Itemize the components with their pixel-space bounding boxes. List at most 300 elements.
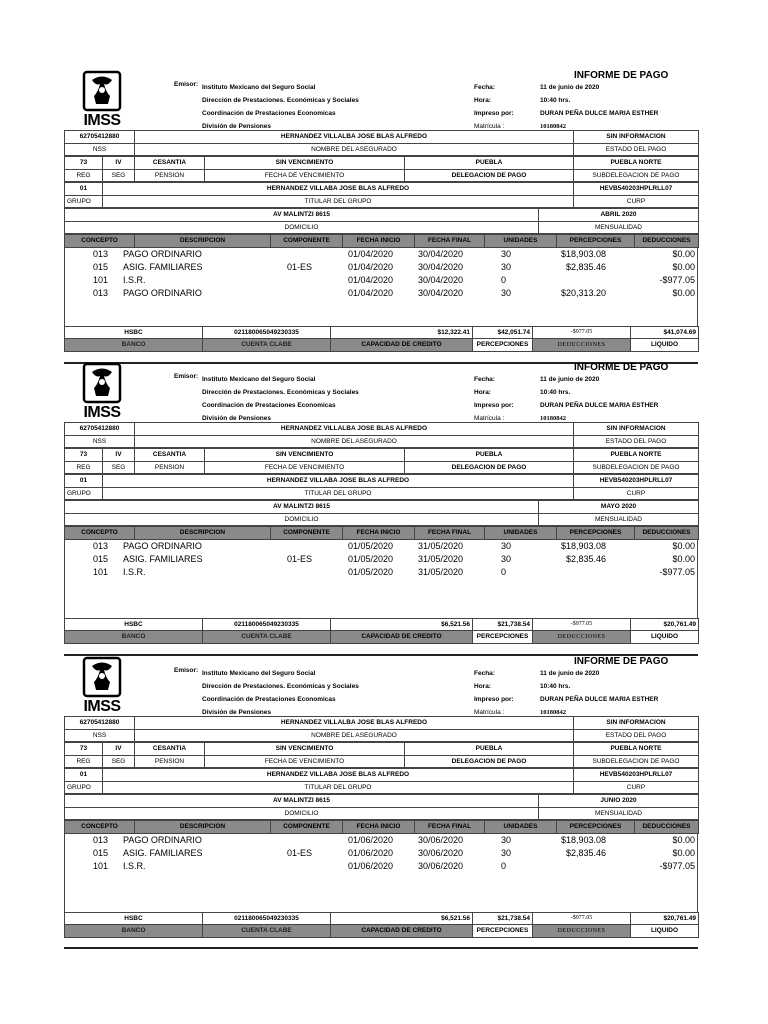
vencimiento-value: SIN VENCIMIENTO [205,157,405,170]
concepto-header: CONCEPTO [65,821,135,834]
meta-values [540,373,658,425]
curp-value: HEVB540203HPLRLL07 [574,475,699,488]
curp-value: HEVB540203HPLRLL07 [574,183,699,196]
concept-deduction: $0.00 [672,540,695,551]
concept-code: 013 [93,248,109,259]
imss-wordmark: IMSS [83,404,121,421]
domicilio-label: DOMICILIO [65,807,539,820]
report-title: INFORME DE PAGO [574,362,669,373]
descripcion-header: DESCRIPCION [135,527,271,540]
concept-end-date: 30/06/2020 [418,847,464,858]
grupo-value: 01 [65,769,103,782]
fecha-label: Fecha: [474,376,495,383]
nombre-value: HERNANDEZ VILLALBA JOSE BLAS ALFREDO [135,423,574,436]
matricula-value: 10180842 [540,709,566,716]
report-header [64,656,698,716]
concept-perception: $2,835.46 [565,261,606,272]
concept-perception: $20,313.20 [560,287,606,298]
subdelegacion-label: SUBDELEGACION DE PAGO [574,755,699,768]
concept-deduction: $0.00 [672,287,695,298]
concept-end-date: 31/05/2020 [418,540,464,551]
group-table [64,768,699,794]
emisor-line: Instituto Mexicano del Seguro Social [202,376,316,383]
delegacion-value: PUEBLA [405,449,574,462]
liquido-label: LIQUIDO [631,631,699,644]
liquido-total: $20,761.49 [631,912,699,925]
percepciones-header: PERCEPCIONES [557,821,635,834]
concepts-body [64,834,698,912]
titular-label: TITULAR DEL GRUPO [103,487,574,500]
seg-label: SEG [103,755,135,768]
concept-units: 30 [501,248,512,259]
deducciones-label: DEDUCCIONES [533,631,631,644]
pension-table [64,742,699,768]
concepto-header: CONCEPTO [65,235,135,248]
report-header [64,362,698,422]
percepciones-total: $42,051.74 [473,326,533,339]
emisor-lines [202,373,359,425]
concept-code: 015 [93,847,109,858]
slip-separator [64,947,698,949]
percepciones-total: $21,738.54 [473,912,533,925]
matricula-label: Matrícula : [474,415,505,422]
concept-row [65,566,697,579]
clabe-value: 021180065049230335 [203,912,331,925]
concept-description: I.S.R. [123,274,146,285]
unidades-header: UNIDADES [485,235,557,248]
clabe-value: 021180065049230335 [203,618,331,631]
concept-perception: $18,903.08 [560,540,606,551]
deducciones-header: DEDUCCIONES [635,821,699,834]
deducciones-total: -$977.05 [533,326,631,339]
imss-wordmark: IMSS [83,698,121,715]
percepciones-label: PERCEPCIONES [473,339,533,352]
concept-row [65,540,697,553]
descripcion-header: DESCRIPCION [135,821,271,834]
concepts-header [64,234,699,248]
delegacion-label: DELEGACION DE PAGO [405,755,574,768]
beneficiary-table [64,130,699,156]
subdelegacion-label: SUBDELEGACION DE PAGO [574,169,699,182]
concept-deduction: $0.00 [672,553,695,564]
grupo-label: GRUPO [65,195,103,208]
concept-perception: $18,903.08 [560,248,606,259]
mensualidad-value: MAYO 2020 [539,501,699,514]
emisor-line: Coordinación de Prestaciones Economicas [202,696,336,703]
descripcion-header: DESCRIPCION [135,235,271,248]
nss-label: NSS [65,435,135,448]
nombre-label: NOMBRE DEL ASEGURADO [135,729,574,742]
unidades-header: UNIDADES [485,527,557,540]
imss-logo [80,362,124,422]
concept-end-date: 30/04/2020 [418,274,464,285]
seg-label: SEG [103,461,135,474]
pension-value: CESANTIA [135,449,205,462]
emisor-line: División de Pensiones [202,709,271,716]
delegacion-label: DELEGACION DE PAGO [405,461,574,474]
grupo-value: 01 [65,475,103,488]
deducciones-label: DEDUCCIONES [533,925,631,938]
beneficiary-table [64,716,699,742]
matricula-label: Matrícula : [474,123,505,130]
nss-value: 62705412880 [65,717,135,730]
titular-value: HERNANDEZ VILLABA JOSE BLAS ALFREDO [103,769,574,782]
seg-value: IV [103,157,135,170]
emisor-label: Emisor: [174,373,199,380]
seg-label: SEG [103,169,135,182]
deducciones-total: -$977.05 [533,618,631,631]
concept-start-date: 01/05/2020 [348,553,394,564]
hora-label: Hora: [474,97,491,104]
banco-label: BANCO [65,631,203,644]
fecha-inicio-header: FECHA INICIO [343,821,415,834]
titular-value: HERNANDEZ VILLABA JOSE BLAS ALFREDO [103,475,574,488]
beneficiary-table [64,422,699,448]
concept-code: 101 [93,566,109,577]
concept-perception: $18,903.08 [560,834,606,845]
impreso-value: DURAN PEÑA DULCE MARIA ESTHER [540,696,659,703]
seg-value: IV [103,743,135,756]
domicilio-value: AV MALINTZI 8615 [65,795,539,808]
hora-label: Hora: [474,389,491,396]
banco-value: HSBC [65,912,203,925]
pension-table [64,448,699,474]
concept-end-date: 30/04/2020 [418,261,464,272]
report-header [64,70,698,130]
concept-row [65,261,697,274]
concept-start-date: 01/06/2020 [348,847,394,858]
concept-start-date: 01/05/2020 [348,540,394,551]
group-table [64,474,699,500]
concept-deduction: -$977.05 [659,274,695,285]
mensualidad-label: MENSUALIDAD [539,807,699,820]
fecha-label: Fecha: [474,670,495,677]
estado-label: ESTADO DEL PAGO [574,143,699,156]
percepciones-header: PERCEPCIONES [557,527,635,540]
concept-start-date: 01/04/2020 [348,248,394,259]
impreso-value: DURAN PEÑA DULCE MARIA ESTHER [540,110,659,117]
nombre-value: HERNANDEZ VILLALBA JOSE BLAS ALFREDO [135,131,574,144]
imss-eagle-emblem [80,70,124,112]
concept-description: ASIG. FAMILIARES [123,261,203,272]
concept-end-date: 30/04/2020 [418,287,464,298]
imss-eagle-emblem [80,362,124,404]
clabe-label: CUENTA CLABE [203,631,331,644]
fecha-final-header: FECHA FINAL [415,527,485,540]
estado-value: SIN INFORMACION [574,131,699,144]
deducciones-label: DEDUCCIONES [533,339,631,352]
impreso-label: Impreso por: [474,696,514,703]
concept-code: 013 [93,540,109,551]
emisor-line: Dirección de Prestaciones. Económicas y Sociales [202,683,359,690]
clabe-label: CUENTA CLABE [203,339,331,352]
concept-units: 30 [501,287,512,298]
concept-perception: $2,835.46 [565,847,606,858]
concept-deduction: $0.00 [672,261,695,272]
concept-row [65,248,697,261]
meta-values [540,81,658,133]
componente-header: COMPONENTE [271,527,343,540]
emisor-lines [202,81,359,133]
reg-value: 73 [65,157,103,170]
unidades-header: UNIDADES [485,821,557,834]
capacidad-label: CAPACIDAD DE CREDITO [331,631,473,644]
concept-start-date: 01/05/2020 [348,566,394,577]
clabe-label: CUENTA CLABE [203,925,331,938]
titular-label: TITULAR DEL GRUPO [103,781,574,794]
fecha-value: 11 de junio de 2020 [540,376,600,383]
imss-logo [80,70,124,130]
totals-table [64,326,699,352]
pension-value: CESANTIA [135,743,205,756]
capacidad-label: CAPACIDAD DE CREDITO [331,925,473,938]
mensualidad-value: JUNIO 2020 [539,795,699,808]
mensualidad-label: MENSUALIDAD [539,221,699,234]
concept-description: I.S.R. [123,566,146,577]
concept-component: 01-ES [287,847,313,858]
grupo-label: GRUPO [65,487,103,500]
fecha-inicio-header: FECHA INICIO [343,235,415,248]
concept-deduction: -$977.05 [659,566,695,577]
concepts-header [64,526,699,540]
banco-label: BANCO [65,925,203,938]
estado-label: ESTADO DEL PAGO [574,435,699,448]
fecha-inicio-header: FECHA INICIO [343,527,415,540]
delegacion-value: PUEBLA [405,157,574,170]
domicilio-label: DOMICILIO [65,221,539,234]
concept-units: 30 [501,540,512,551]
concept-units: 0 [501,274,507,285]
titular-value: HERNANDEZ VILLABA JOSE BLAS ALFREDO [103,183,574,196]
concept-description: ASIG. FAMILIARES [123,553,203,564]
concept-end-date: 30/06/2020 [418,860,464,871]
estado-label: ESTADO DEL PAGO [574,729,699,742]
concept-units: 30 [501,261,512,272]
concept-row [65,553,697,566]
impreso-label: Impreso por: [474,110,514,117]
concept-component: 01-ES [287,553,313,564]
curp-label: CURP [574,487,699,500]
reg-label: REG [65,461,103,474]
address-table [64,208,699,234]
nss-value: 62705412880 [65,131,135,144]
emisor-lines [202,667,359,719]
hora-value: 10:40 hrs. [540,683,571,690]
emisor-line: Coordinación de Prestaciones Economicas [202,110,336,117]
deducciones-total: -$977.05 [533,912,631,925]
liquido-label: LIQUIDO [631,925,699,938]
banco-label: BANCO [65,339,203,352]
subdelegacion-label: SUBDELEGACION DE PAGO [574,461,699,474]
concept-units: 30 [501,834,512,845]
curp-value: HEVB540203HPLRLL07 [574,769,699,782]
concept-end-date: 31/05/2020 [418,553,464,564]
address-table [64,794,699,820]
fecha-label: Fecha: [474,84,495,91]
concepts-body [64,248,698,326]
banco-value: HSBC [65,326,203,339]
nombre-label: NOMBRE DEL ASEGURADO [135,435,574,448]
deducciones-header: DEDUCCIONES [635,527,699,540]
concept-end-date: 30/04/2020 [418,248,464,259]
titular-label: TITULAR DEL GRUPO [103,195,574,208]
deducciones-header: DEDUCCIONES [635,235,699,248]
concept-description: PAGO ORDINARIO [123,834,202,845]
clabe-value: 021180065049230335 [203,326,331,339]
payment-report [64,656,698,938]
emisor-line: División de Pensiones [202,123,271,130]
capacidad-value: $6,521.56 [331,912,473,925]
impreso-label: Impreso por: [474,402,514,409]
curp-label: CURP [574,781,699,794]
meta-labels [474,81,514,133]
pension-label: PENSION [135,755,205,768]
percepciones-label: PERCEPCIONES [473,631,533,644]
pension-label: PENSION [135,461,205,474]
vencimiento-label: FECHA DE VENCIMIENTO [205,169,405,182]
capacidad-value: $12,322.41 [331,326,473,339]
matricula-label: Matrícula : [474,709,505,716]
imss-logo [80,656,124,716]
totals-table [64,618,699,644]
concept-code: 101 [93,860,109,871]
liquido-label: LIQUIDO [631,339,699,352]
meta-labels [474,667,514,719]
matricula-value: 10180842 [540,123,566,130]
concept-end-date: 31/05/2020 [418,566,464,577]
concept-component: 01-ES [287,261,313,272]
concept-description: PAGO ORDINARIO [123,248,202,259]
pension-label: PENSION [135,169,205,182]
banco-value: HSBC [65,618,203,631]
emisor-label: Emisor: [174,667,199,674]
vencimiento-label: FECHA DE VENCIMIENTO [205,755,405,768]
emisor-line: Dirección de Prestaciones. Económicas y Sociales [202,97,359,104]
emisor-line: Instituto Mexicano del Seguro Social [202,84,316,91]
vencimiento-value: SIN VENCIMIENTO [205,449,405,462]
concept-code: 013 [93,287,109,298]
emisor-label: Emisor: [174,81,199,88]
reg-value: 73 [65,743,103,756]
concept-row [65,274,697,287]
percepciones-header: PERCEPCIONES [557,235,635,248]
percepciones-total: $21,738.54 [473,618,533,631]
reg-label: REG [65,169,103,182]
concept-start-date: 01/06/2020 [348,834,394,845]
grupo-value: 01 [65,183,103,196]
percepciones-label: PERCEPCIONES [473,925,533,938]
meta-values [540,667,658,719]
nss-label: NSS [65,143,135,156]
concept-row [65,834,697,847]
hora-value: 10:40 hrs. [540,97,571,104]
concept-description: ASIG. FAMILIARES [123,847,203,858]
delegacion-label: DELEGACION DE PAGO [405,169,574,182]
grupo-label: GRUPO [65,781,103,794]
componente-header: COMPONENTE [271,235,343,248]
concept-start-date: 01/06/2020 [348,860,394,871]
matricula-value: 10180842 [540,415,566,422]
payment-report [64,70,698,352]
meta-labels [474,373,514,425]
concept-code: 101 [93,274,109,285]
emisor-line: Instituto Mexicano del Seguro Social [202,670,316,677]
concept-deduction: $0.00 [672,248,695,259]
address-table [64,500,699,526]
fecha-final-header: FECHA FINAL [415,235,485,248]
reg-label: REG [65,755,103,768]
domicilio-label: DOMICILIO [65,513,539,526]
imss-eagle-emblem [80,656,124,698]
concept-code: 013 [93,834,109,845]
concept-description: I.S.R. [123,860,146,871]
concept-deduction: $0.00 [672,847,695,858]
totals-table [64,912,699,938]
subdelegacion-value: PUEBLA NORTE [574,157,699,170]
nombre-value: HERNANDEZ VILLALBA JOSE BLAS ALFREDO [135,717,574,730]
vencimiento-value: SIN VENCIMIENTO [205,743,405,756]
curp-label: CURP [574,195,699,208]
hora-value: 10:40 hrs. [540,389,571,396]
estado-value: SIN INFORMACION [574,423,699,436]
concept-start-date: 01/04/2020 [348,261,394,272]
report-title: INFORME DE PAGO [574,70,669,81]
nombre-label: NOMBRE DEL ASEGURADO [135,143,574,156]
concept-start-date: 01/04/2020 [348,287,394,298]
concept-units: 0 [501,860,507,871]
nss-label: NSS [65,729,135,742]
concepts-body [64,540,698,618]
domicilio-value: AV MALINTZI 8615 [65,209,539,222]
pension-value: CESANTIA [135,157,205,170]
componente-header: COMPONENTE [271,821,343,834]
hora-label: Hora: [474,683,491,690]
concept-deduction: -$977.05 [659,860,695,871]
concept-row [65,860,697,873]
imss-wordmark: IMSS [83,112,121,129]
group-table [64,182,699,208]
mensualidad-value: ABRIL 2020 [539,209,699,222]
payment-report [64,362,698,644]
fecha-final-header: FECHA FINAL [415,821,485,834]
domicilio-value: AV MALINTZI 8615 [65,501,539,514]
capacidad-label: CAPACIDAD DE CREDITO [331,339,473,352]
emisor-line: Coordinación de Prestaciones Economicas [202,402,336,409]
estado-value: SIN INFORMACION [574,717,699,730]
concept-units: 30 [501,847,512,858]
concept-code: 015 [93,553,109,564]
concept-row [65,287,697,300]
nss-value: 62705412880 [65,423,135,436]
liquido-total: $20,761.49 [631,618,699,631]
concept-end-date: 30/06/2020 [418,834,464,845]
seg-value: IV [103,449,135,462]
pension-table [64,156,699,182]
report-title: INFORME DE PAGO [574,656,669,667]
capacidad-value: $6,521.56 [331,618,473,631]
subdelegacion-value: PUEBLA NORTE [574,743,699,756]
concepto-header: CONCEPTO [65,527,135,540]
mensualidad-label: MENSUALIDAD [539,513,699,526]
emisor-line: Dirección de Prestaciones. Económicas y Sociales [202,389,359,396]
concept-units: 30 [501,553,512,564]
liquido-total: $41,074.69 [631,326,699,339]
emisor-line: División de Pensiones [202,415,271,422]
fecha-value: 11 de junio de 2020 [540,84,600,91]
impreso-value: DURAN PEÑA DULCE MARIA ESTHER [540,402,659,409]
fecha-value: 11 de junio de 2020 [540,670,600,677]
concept-description: PAGO ORDINARIO [123,540,202,551]
